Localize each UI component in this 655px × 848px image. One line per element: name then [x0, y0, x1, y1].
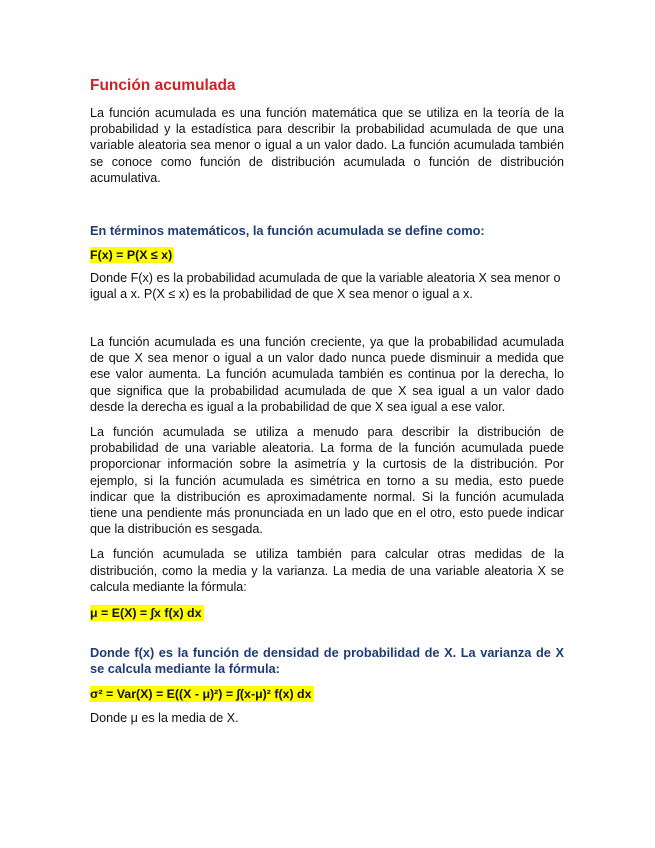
intro-paragraph: La función acumulada es una función matemática que se utiliza en la teoría de la probabilidad y la estadística para describir la probabilidad acumulada de que una variable aleatoria sea menor o igual a un valor dado. La función acumulada también se conoce como función de distribución acumulada o función de distribución acumulativa. — [90, 106, 564, 185]
mean-paragraph: La función acumulada se utiliza también para calcular otras medidas de la distribución, como la media y la varianza. La media de una variable aleatoria X se calcula mediante la fórmula: — [90, 547, 564, 594]
density-subheading: Donde f(x) es la función de densidad de probabilidad de X. La varianza de X se calcula mediante la fórmula: — [90, 644, 564, 677]
properties-paragraph: La función acumulada es una función creciente, ya que la probabilidad acumulada de que X sea menor o igual a un valor dado nunca puede disminuir a medida que ese valor aumenta. La función acumulada también es continua por la derecha, lo que significa que la probabilidad acumulada de que X sea igual a un valor dado desde la derecha es igual a la probabilidad de que X sea igual a ese valor. — [90, 334, 564, 414]
document-page — [90, 76, 564, 726]
cdf-formula-line — [90, 246, 564, 263]
usage-paragraph: La función acumulada se utiliza a menudo para describir la distribución de probabilidad de una variable aleatoria. La forma de la función acumulada puede proporcionar información sobre la asimetría y la curtosis de la distribución. Por ejemplo, si la función acumulada es simétrica en torno a su media, esto puede indicar que la distribución es aproximadamente normal. Si la función acumulada tiene una pendiente más pronunciada en un lado que en el otro, esto puede indicar que la distribución es sesgada. — [90, 424, 564, 537]
variance-formula-line — [90, 685, 564, 702]
document-title: Función acumulada — [90, 77, 236, 94]
mean-formula: μ = E(X) = ∫x f(x) dx — [90, 605, 202, 620]
definition-subheading: En términos matemáticos, la función acumulada se define como: — [90, 223, 485, 239]
mean-formula-line — [90, 604, 564, 621]
definition-explanation: Donde F(x) es la probabilidad acumulada de que la variable aleatoria X sea menor o igual a x. P(X ≤ x) es la probabilidad de que X sea menor o igual a x. — [90, 270, 561, 301]
cdf-formula: F(x) = P(X ≤ x) — [90, 247, 173, 262]
variance-formula: σ² = Var(X) = E((X - μ)²) = ∫(x-μ)² f(x) dx — [90, 686, 312, 701]
mean-note: Donde μ es la media de X. — [90, 710, 239, 725]
